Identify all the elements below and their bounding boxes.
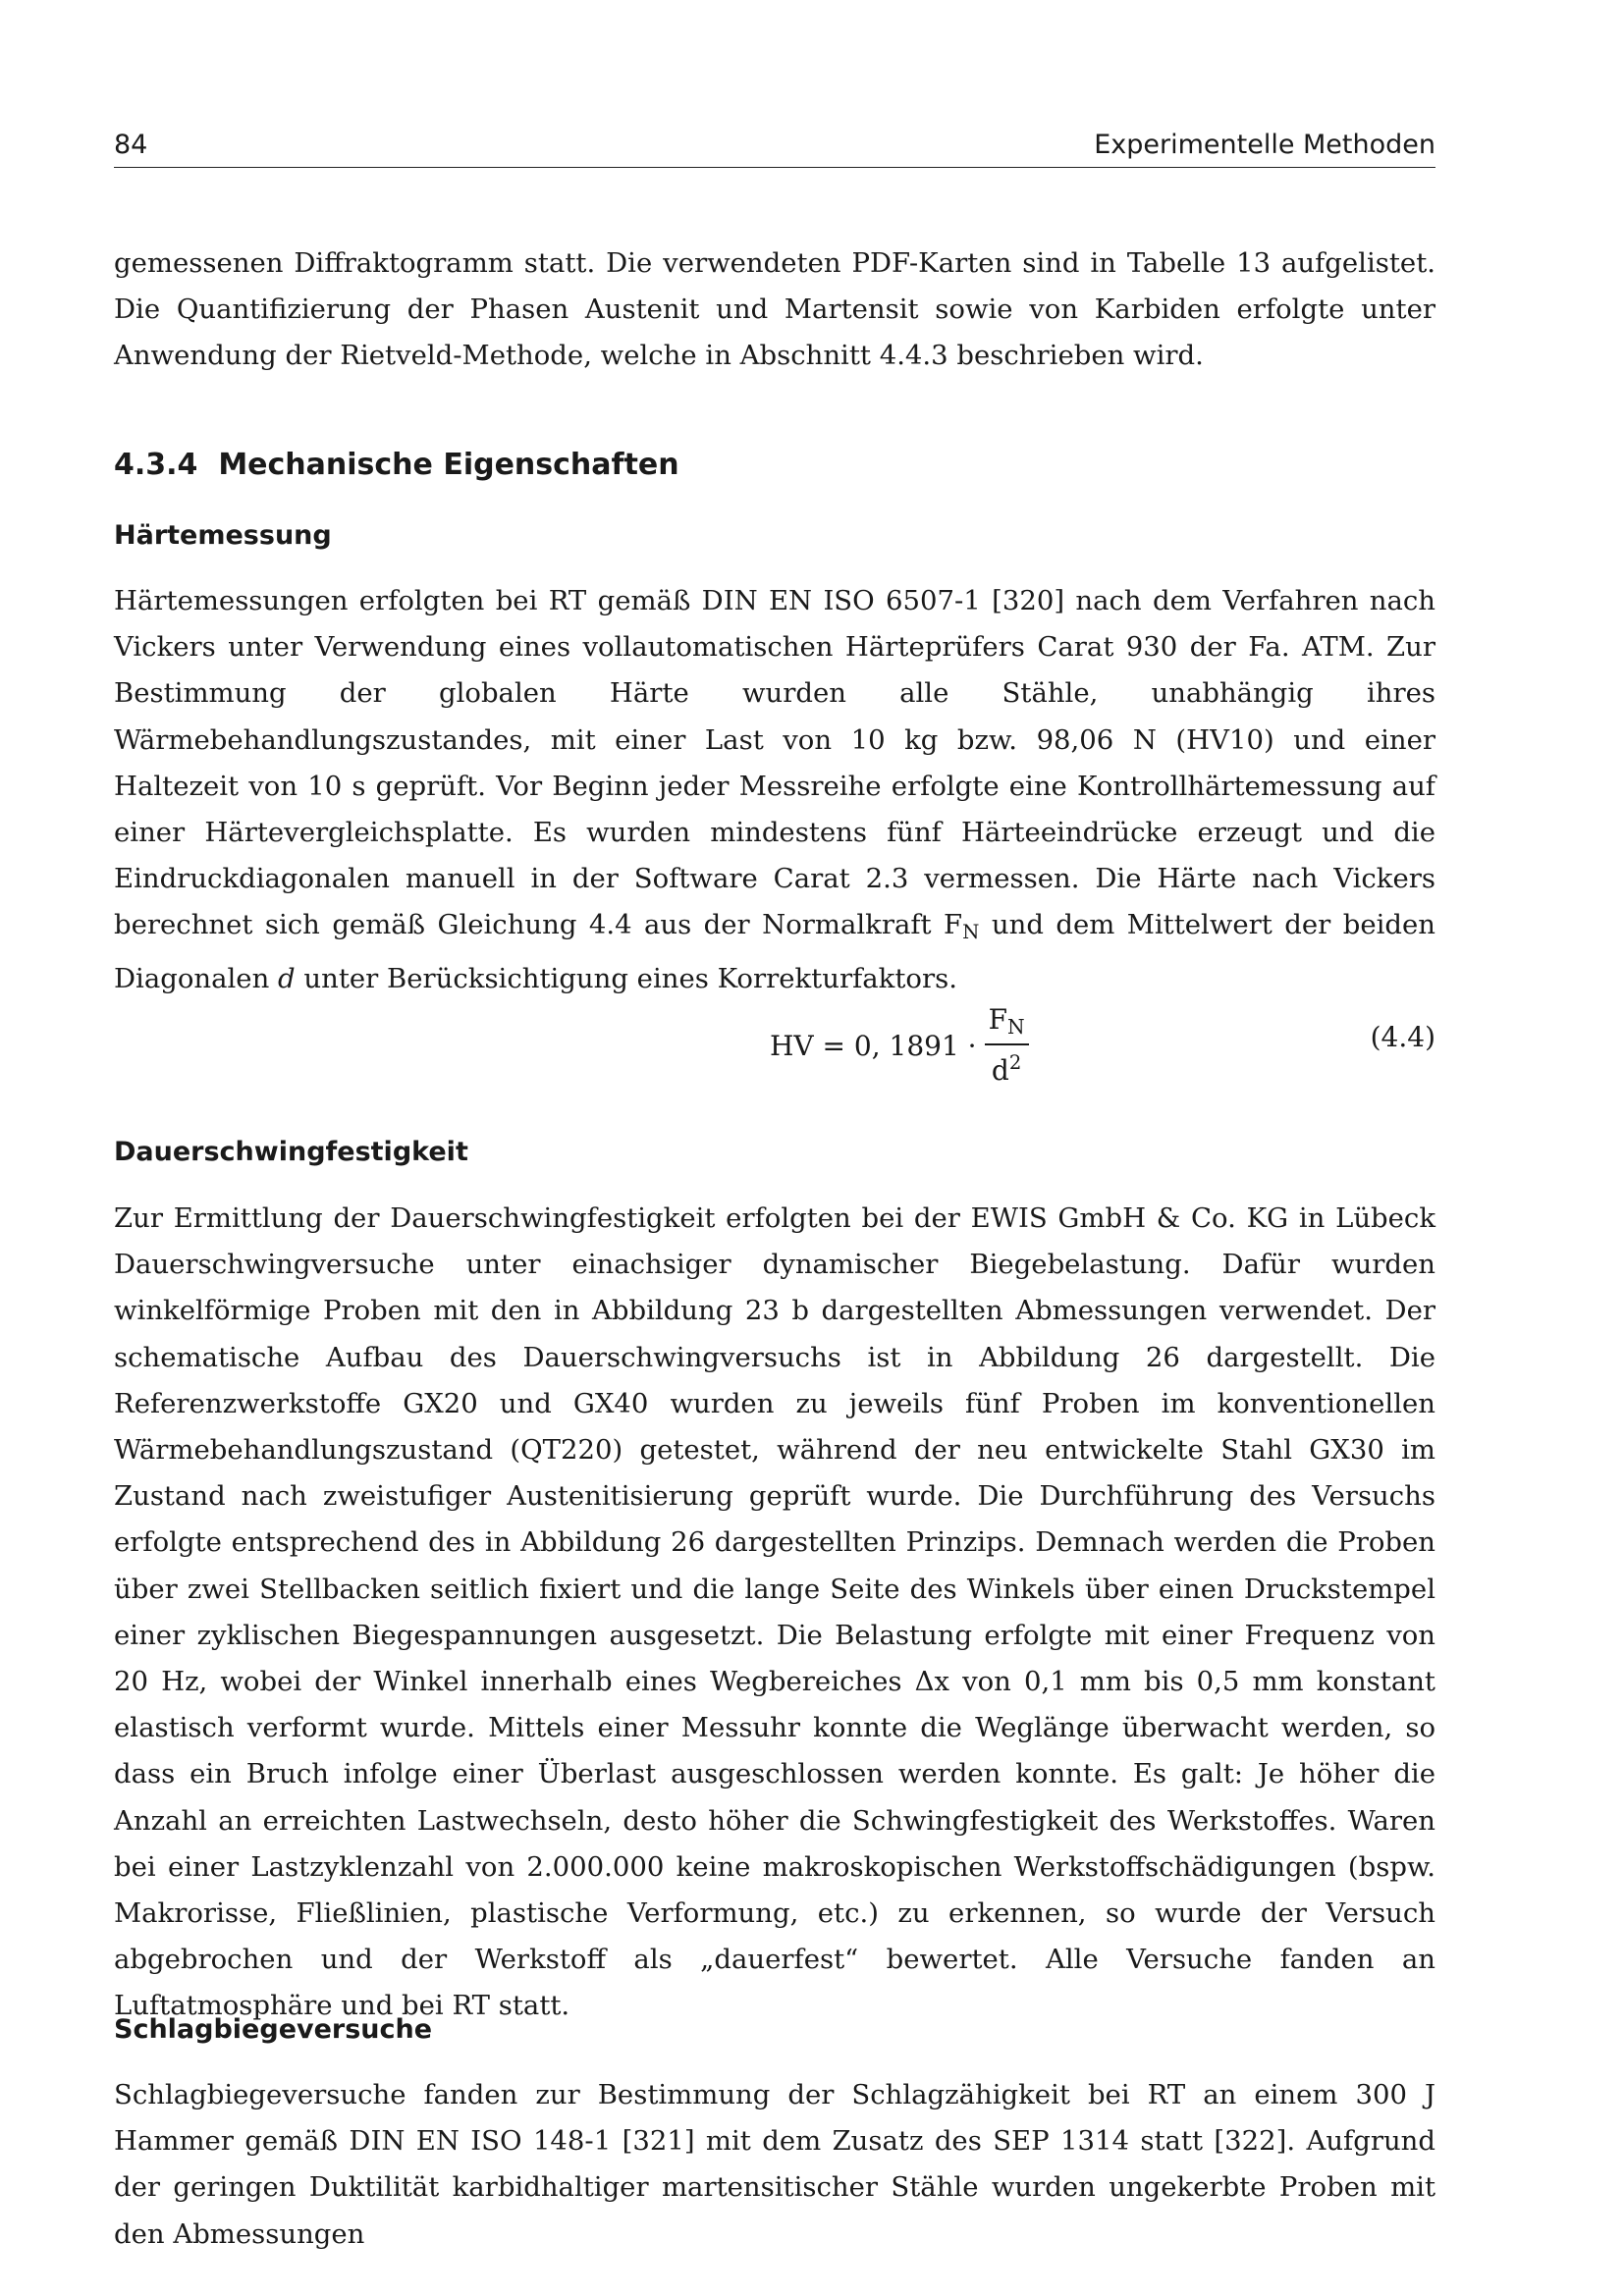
equation-lhs: HV = 0, 1891 ·: [770, 1029, 977, 1062]
haertemessung-paragraph: [114, 578, 1435, 1002]
dauerschwingfestigkeit-heading: Dauerschwingfestigkeit: [114, 1137, 468, 1167]
page-number: 84: [114, 130, 148, 160]
haertemessung-text-3: unter Berücksichtigung eines Korrekturfaktors.: [303, 962, 957, 994]
schlagbiegeversuche-paragraph: Schlagbiegeversuche fanden zur Bestimmung der Schlagzähigkeit bei RT an einem 300 J Hammer gemäß DIN EN ISO 148-1 [321] mit dem Zusatz des SEP 1314 statt [322]. Aufgrund der geringen Duktilität karbidhaltiger martensitischer Stähle wurden ungekerbte Proben mit den Abmessungen: [114, 2079, 1435, 2250]
equation-number: (4.4): [1370, 1021, 1435, 1053]
intro-paragraph: gemessenen Diffraktogramm statt. Die verwendeten PDF-Karten sind in Tabelle 13 aufgelistet. Die Quantifizierung der Phasen Austenit und Martensit sowie von Karbiden erfolgte unter Anwendung der Rietveld-Methode, welche in Abschnitt 4.4.3 beschrieben wird.: [114, 247, 1435, 372]
haertemessung-text-1: Härtemessungen erfolgten bei RT gemäß DIN EN ISO 6507-1 [320] nach dem Verfahren nach Vickers unter Verwendung eines vollautomatischen Härteprüfers Carat 930 der Fa. ATM. Zur Bestimmung der globalen Härte wurden alle Stähle, unabhängig ihres Wärmebehandlungszustandes, mit einer Last von 10 kg bzw. 98,06 N (HV10) und einer Haltezeit von 10 s geprüft. Vor Beginn jeder Messreihe erfolgte eine Kontrollhärtemessung auf einer Härtevergleichsplatte. Es wurden mindestens fünf Härteeindrücke erzeugt und die Eindruckdiagonalen manuell in der Software Carat 2.3 vermessen. Die Härte nach Vickers berechnet sich gemäß Gleichung 4.4 aus der Normalkraft: [114, 585, 1435, 941]
diagonal-symbol: d: [278, 962, 296, 994]
chapter-title: Experimentelle Methoden: [1094, 130, 1435, 160]
equation-4-4: [114, 991, 1435, 1090]
section-heading: [114, 448, 679, 482]
equation-body: [770, 1003, 1029, 1088]
normal-force-symbol: $F_N$: [944, 909, 980, 944]
section-number: 4.3.4: [114, 448, 198, 482]
dauerschwingfestigkeit-paragraph: Zur Ermittlung der Dauerschwingfestigkeit erfolgten bei der EWIS GmbH & Co. KG in Lübeck Dauerschwingversuche unter einachsiger dynamischer Biegebelastung. Dafür wurden winkelförmige Proben mit den in Abbildung 23 b dargestellten Abmessungen verwendet. Der schematische Aufbau des Dauerschwingversuchs ist in Abbildung 26 dargestellt. Die Referenzwerkstoffe GX20 und GX40 wurden zu jeweils fünf Proben im konventionellen Wärmebehandlungszustand (QT220) getestet, während der neu entwickelte Stahl GX30 im Zustand nach zweistufiger Austenitisierung geprüft wurde. Die Durchführung des Versuchs erfolgte entsprechend des in Abbildung 26 dargestellten Prinzips. Demnach werden die Proben über zwei Stellbacken seitlich fixiert und die lange Seite des Winkels über einen Druckstempel einer zyklischen Biegespannungen ausgesetzt. Die Belastung erfolgte mit einer Frequenz von 20 Hz, wobei der Winkel innerhalb eines Wegbereiches Δx von 0,1 mm bis 0,5 mm konstant elastisch verformt wurde. Mittels einer Messuhr konnte die Weglänge überwacht werden, so dass ein Bruch infolge einer Überlast ausgeschlossen werden konnte. Es galt: Je höher die Anzahl an erreichten Lastwechseln, desto höher die Schwingfestigkeit des Werkstoffes. Waren bei einer Lastzyklenzahl von 2.000.000 keine makroskopischen Werkstoffschädigungen (bspw. Makrorisse, Fließlinien, plastische Verformung, etc.) zu erkennen, so wurde der Versuch abgebrochen und der Werkstoff als „dauerfest“ bewertet. Alle Versuche fanden an Luftatmosphäre und bei RT statt.: [114, 1202, 1435, 2022]
equation-numerator: $F_N$: [988, 1003, 1025, 1040]
haertemessung-heading: Härtemessung: [114, 520, 332, 551]
page-header: [114, 128, 1435, 168]
section-title: Mechanische Eigenschaften: [218, 448, 679, 482]
equation-fraction: [985, 1003, 1029, 1088]
schlagbiegeversuche-heading: Schlagbiegeversuche: [114, 2014, 433, 2045]
haertemessung-text-2: und dem Mittelwert der beiden Diagonalen: [114, 909, 1436, 994]
equation-denominator: $d^2$: [991, 1050, 1022, 1087]
